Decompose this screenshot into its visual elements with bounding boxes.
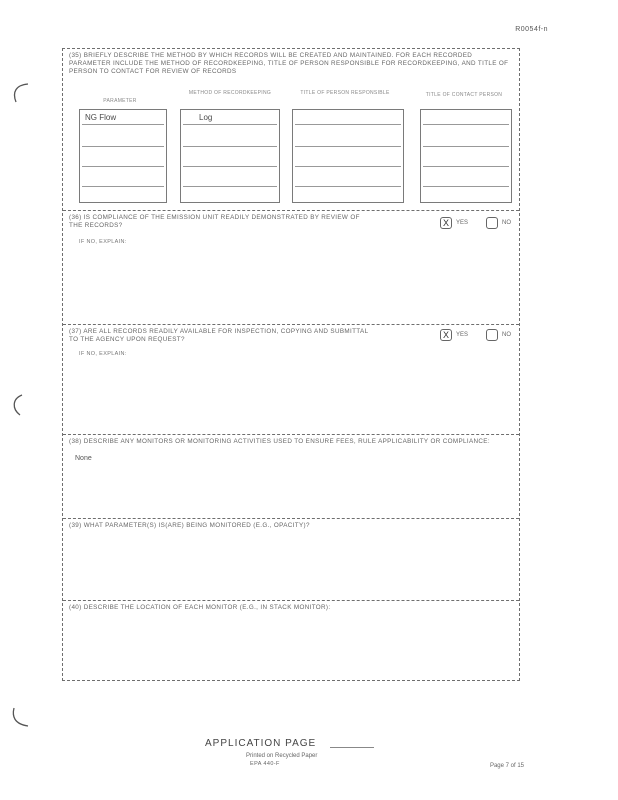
column-header-parameter: PARAMETER [103, 98, 137, 104]
footer-recycled-note: Printed on Recycled Paper [246, 753, 318, 759]
form-body [62, 48, 520, 681]
contact-column [420, 109, 512, 203]
records-availability-question: (37) ARE ALL RECORDS READILY AVAILABLE FOR INSPECTION, COPYING AND SUBMITTAL TO THE AGENCY UPON REQUEST? [69, 328, 369, 343]
footer-page-number: Page 7 of 15 [489, 763, 524, 769]
records-section [63, 49, 519, 211]
no-checkbox[interactable] [486, 329, 498, 341]
if-no-explain-label: IF NO, EXPLAIN: [79, 239, 127, 245]
no-label: NO [502, 332, 511, 338]
records-availability-section [63, 325, 519, 435]
monitored-parameters-section [63, 519, 519, 601]
footer-form-code: EPA 440-F [250, 761, 280, 767]
records-question: (35) BRIEFLY DESCRIBE THE METHOD BY WHICH RECORDS WILL BE CREATED AND MAINTAINED. FOR EACH RECORDED PARAMETER INCLUDE THE METHOD OF RECORDKEEPING, TITLE OF PERSON RESPONSIBLE FOR RECORDKEEPING, AND TITLE OF PERSON TO CONTACT FOR REVIEW OF RECORDS [69, 52, 509, 75]
monitored-parameters-question: (39) WHAT PARAMETER(S) IS(ARE) BEING MONITORED (E.G., OPACITY)? [69, 522, 310, 529]
records-availability-answer [440, 329, 511, 341]
compliance-review-section [63, 211, 519, 325]
binder-hole-mark [8, 82, 32, 104]
monitor-location-question: (40) DESCRIBE THE LOCATION OF EACH MONITOR (E.G., IN STACK MONITOR): [69, 604, 331, 611]
yes-checkbox[interactable]: X [440, 217, 452, 229]
compliance-review-question: (36) IS COMPLIANCE OF THE EMISSION UNIT READILY DEMONSTRATED BY REVIEW OF THE RECORDS? [69, 214, 360, 229]
footer-divider [330, 747, 374, 748]
yes-checkbox[interactable]: X [440, 329, 452, 341]
compliance-review-answer [440, 217, 511, 229]
no-label: NO [502, 220, 511, 226]
yes-option[interactable] [440, 329, 468, 341]
column-header-contact: TITLE OF CONTACT PERSON [425, 92, 503, 98]
monitoring-activities-answer[interactable]: None [75, 455, 92, 462]
monitoring-activities-section [63, 435, 519, 519]
no-option[interactable] [486, 217, 511, 229]
yes-option[interactable] [440, 217, 468, 229]
yes-label: YES [455, 220, 468, 226]
binder-hole-mark [6, 706, 32, 730]
document-id: R0054f-n [515, 26, 548, 33]
binder-hole-mark [6, 393, 26, 417]
monitoring-activities-question: (38) DESCRIBE ANY MONITORS OR MONITORING ACTIVITIES USED TO ENSURE FEES, RULE APPLICABILITY OR COMPLIANCE: [69, 438, 490, 445]
no-option[interactable] [486, 329, 511, 341]
column-header-method: METHOD OF RECORDKEEPING [188, 90, 272, 96]
footer-title: APPLICATION PAGE [205, 738, 317, 749]
if-no-explain-label: IF NO, EXPLAIN: [79, 351, 127, 357]
column-header-responsible: TITLE OF PERSON RESPONSIBLE [300, 90, 390, 96]
monitor-location-section [63, 601, 519, 682]
yes-label: YES [455, 332, 468, 338]
no-checkbox[interactable] [486, 217, 498, 229]
responsible-column [292, 109, 404, 203]
parameter-value[interactable]: NG Flow [85, 113, 117, 122]
parameter-column [79, 109, 167, 203]
method-value[interactable]: Log [199, 113, 213, 122]
method-column [180, 109, 280, 203]
